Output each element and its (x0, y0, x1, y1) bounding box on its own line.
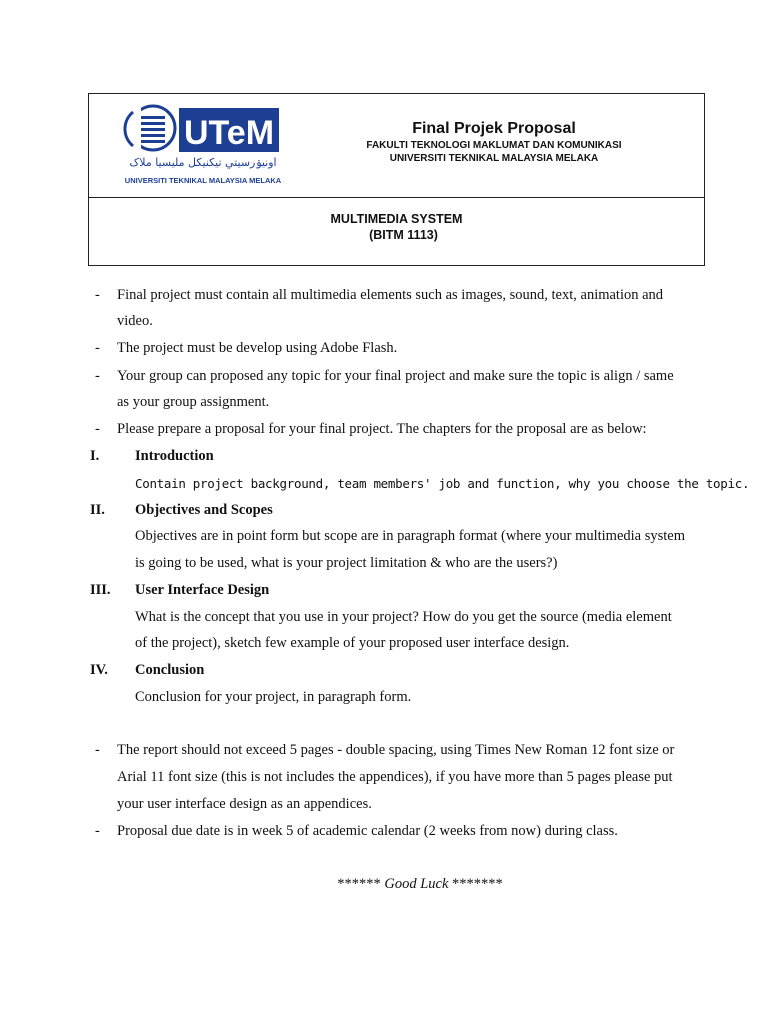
section-text: Objectives are in point form but scope are in paragraph format (where your multimedia system (135, 528, 686, 544)
bullet-dash: - (95, 368, 100, 384)
closing-text: Good Luck (384, 876, 449, 892)
bullet-dash: - (95, 823, 100, 839)
section-numeral: I. (90, 448, 100, 464)
bullet-text: Final project must contain all multimedia elements such as images, sound, text, animation and (117, 287, 664, 303)
course-code: (BITM 1113) (369, 228, 438, 242)
bullet-text: Proposal due date is in week 5 of academic calendar (2 weeks from now) during class. (117, 823, 618, 839)
university-name: UNIVERSITI TEKNIKAL MALAYSIA MELAKA (389, 153, 599, 164)
bullet-dash: - (95, 742, 100, 758)
bullet-text: The report should not exceed 5 pages - double spacing, using Times New Roman 12 font size or (117, 742, 675, 758)
section-text: of the project), sketch few example of your proposed user interface design. (135, 635, 570, 651)
faculty-name: FAKULTI TEKNOLOGI MAKLUMAT DAN KOMUNIKASI (366, 140, 622, 151)
section-text: Conclusion for your project, in paragraph form. (135, 689, 412, 705)
proposal-header (88, 93, 705, 266)
header-titles (299, 119, 689, 165)
section-title: Objectives and Scopes (135, 502, 273, 518)
utem-brand-text: UTeM (183, 114, 275, 152)
bullet-text: Arial 11 font size (this is not includes the appendices), if you have more than 5 pages please put (117, 769, 673, 785)
proposal-title: Final Projek Proposal (412, 120, 576, 137)
closing-line (0, 876, 768, 893)
section-text: Contain project background, team members' job and function, why you choose the topic. (135, 476, 750, 491)
section-title: User Interface Design (135, 582, 270, 598)
bullet-text: The project must be develop using Adobe Flash. (117, 340, 398, 356)
section-text: is going to be used, what is your project limitation & who are the users?) (135, 555, 558, 571)
course-name: MULTIMEDIA SYSTEM (330, 212, 463, 226)
bullet-text: your user interface design as an appendices. (117, 796, 372, 812)
header-top-row (89, 94, 704, 198)
section-numeral: II. (90, 502, 105, 518)
bullet-text: video. (117, 313, 153, 329)
section-numeral: IV. (90, 662, 108, 678)
bullet-text: as your group assignment. (117, 394, 270, 410)
bullet-dash: - (95, 340, 100, 356)
section-text: What is the concept that you use in your project? How do you get the source (media element (135, 609, 672, 625)
course-info (89, 211, 704, 243)
closing-stars-right: ******* (452, 876, 503, 892)
section-title: Introduction (135, 448, 214, 464)
section-title: Conclusion (135, 662, 205, 678)
utem-caption: UNIVERSITI TEKNIKAL MALAYSIA MELAKA (124, 176, 282, 185)
bullet-text: Your group can proposed any topic for your final project and make sure the topic is align / same (117, 368, 674, 384)
utem-jawi-text: اونيۏرسيتي تيکنيکل مليسيا ملاک (129, 156, 277, 169)
bullet-dash: - (95, 287, 100, 303)
bullet-text: Please prepare a proposal for your final project. The chapters for the proposal are as below: (117, 421, 647, 437)
closing-stars-left: ****** (337, 876, 381, 892)
bullet-dash: - (95, 421, 100, 437)
section-numeral: III. (90, 582, 111, 598)
utem-logo (123, 102, 283, 190)
